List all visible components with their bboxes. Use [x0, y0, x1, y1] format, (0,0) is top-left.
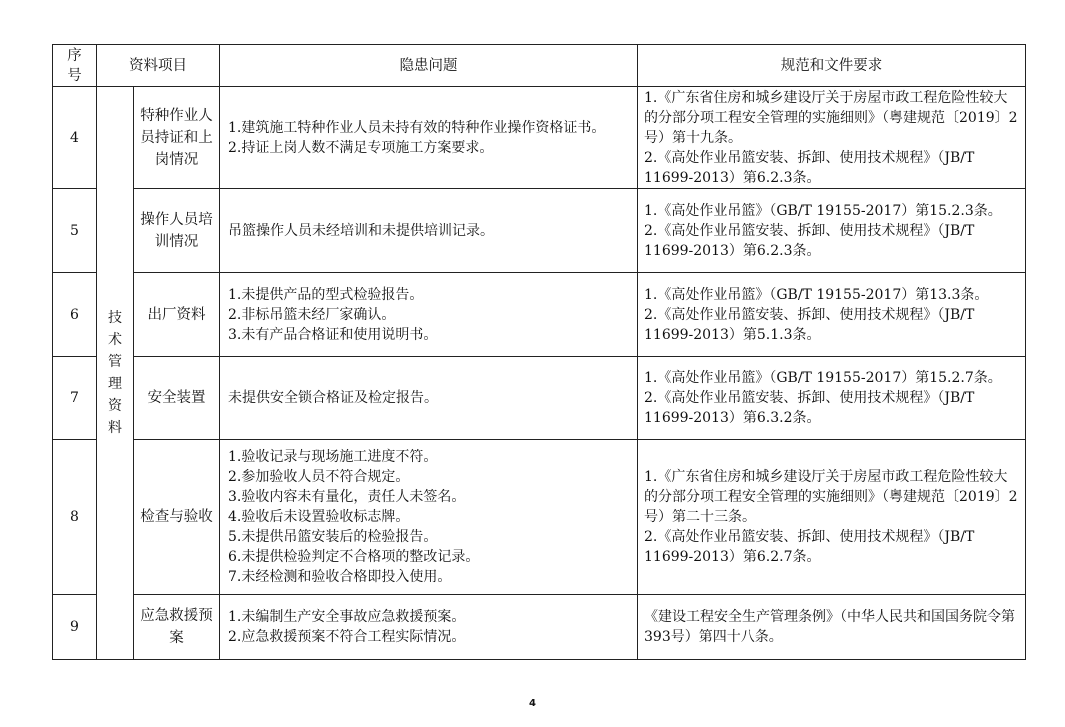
category-cell — [97, 87, 134, 660]
row-item-name: 检查与验收 — [134, 440, 220, 595]
row-requirements — [638, 440, 1026, 595]
issue-line: 7.未经检测和验收合格即投入使用。 — [228, 569, 452, 585]
header-serial-no: 序号 — [53, 45, 97, 87]
header-item: 资料项目 — [97, 45, 220, 87]
requirement-line: 1.《高处作业吊篮》（GB/T 19155-2017）第15.2.7条。 — [644, 370, 1002, 386]
page-number: 4 — [529, 698, 536, 709]
row-serial-no: 8 — [53, 440, 97, 595]
issue-line: 2.持证上岗人数不满足专项施工方案要求。 — [228, 139, 494, 156]
row-requirements — [638, 189, 1026, 273]
row-item-name: 应急救援预案 — [134, 595, 220, 660]
table-row — [53, 87, 1026, 189]
row-issues — [220, 87, 638, 189]
requirement-line: 2.《高处作业吊篮安装、拆卸、使用技术规程》（JB/T 11699-2013）第5.1.3条。 — [644, 306, 975, 343]
hazard-table — [52, 44, 1026, 660]
requirement-line: 《建设工程安全生产管理条例》（中华人民共和国国务院令第393号）第四十八条。 — [644, 609, 1015, 645]
row-requirements — [638, 273, 1026, 357]
row-serial-no: 7 — [53, 357, 97, 440]
issue-line: 2.非标吊篮未经厂家确认。 — [228, 306, 396, 323]
requirement-line: 2.《高处作业吊篮安装、拆卸、使用技术规程》（JB/T 11699-2013）第6.2.3条。 — [644, 149, 975, 186]
requirement-line: 1.《高处作业吊篮》（GB/T 19155-2017）第15.2.3条。 — [644, 202, 1002, 219]
row-item-name: 出厂资料 — [134, 273, 220, 357]
issue-line: 4.验收后未设置验收标志牌。 — [228, 509, 410, 525]
issue-line: 6.未提供检验判定不合格项的整改记录。 — [228, 549, 480, 565]
row-issues — [220, 273, 638, 357]
requirement-line: 1.《广东省住房和城乡建设厅关于房屋市政工程危险性较大的分部分项工程安全管理的实施细则》（粤建规范〔2019〕2号）第十九条。 — [644, 89, 1018, 146]
row-requirements — [638, 595, 1026, 660]
row-item-name: 操作人员培训情况 — [134, 189, 220, 273]
row-item-name: 特种作业人员持证和上岗情况 — [134, 87, 220, 189]
issue-line: 3.验收内容未有量化，责任人未签名。 — [228, 489, 466, 505]
issue-line: 1.未编制生产安全事故应急救援预案。 — [228, 609, 466, 625]
row-item-name: 安全装置 — [134, 357, 220, 440]
row-serial-no: 6 — [53, 273, 97, 357]
table-header-row — [53, 45, 1026, 87]
issue-line: 1.未提供产品的型式检验报告。 — [228, 286, 424, 303]
table-row — [53, 189, 1026, 273]
row-issues — [220, 357, 638, 440]
issue-line: 吊篮操作人员未经培训和未提供培训记录。 — [228, 222, 494, 239]
requirement-line: 1.《高处作业吊篮》（GB/T 19155-2017）第13.3条。 — [644, 286, 989, 303]
row-serial-no: 5 — [53, 189, 97, 273]
issue-line: 2.参加验收人员不符合规定。 — [228, 469, 410, 485]
row-issues — [220, 595, 638, 660]
header-issue: 隐患问题 — [220, 45, 638, 87]
header-requirement: 规范和文件要求 — [638, 45, 1026, 87]
requirement-line: 2.《高处作业吊篮安装、拆卸、使用技术规程》（JB/T 11699-2013）第6.2.7条。 — [644, 529, 975, 565]
row-requirements — [638, 87, 1026, 189]
requirement-line: 1.《广东省住房和城乡建设厅关于房屋市政工程危险性较大的分部分项工程安全管理的实施细则》（粤建规范〔2019〕2号）第二十三条。 — [644, 469, 1018, 525]
row-serial-no: 9 — [53, 595, 97, 660]
table-row — [53, 357, 1026, 440]
issue-line: 1.验收记录与现场施工进度不符。 — [228, 449, 438, 465]
row-requirements — [638, 357, 1026, 440]
requirement-line: 2.《高处作业吊篮安装、拆卸、使用技术规程》（JB/T 11699-2013）第6.2.3条。 — [644, 222, 975, 259]
table-row — [53, 440, 1026, 595]
row-issues — [220, 189, 638, 273]
issue-line: 2.应急救援预案不符合工程实际情况。 — [228, 629, 466, 645]
issue-line: 1.建筑施工特种作业人员未持有效的特种作业操作资格证书。 — [228, 119, 606, 136]
table-row — [53, 273, 1026, 357]
issue-line: 未提供安全锁合格证及检定报告。 — [228, 390, 438, 406]
table-row — [53, 595, 1026, 660]
issue-line: 5.未提供吊篮安装后的检验报告。 — [228, 529, 438, 545]
issue-line: 3.未有产品合格证和使用说明书。 — [228, 326, 438, 343]
row-issues — [220, 440, 638, 595]
requirement-line: 2.《高处作业吊篮安装、拆卸、使用技术规程》（JB/T 11699-2013）第6.3.2条。 — [644, 390, 975, 426]
category-label: 技术管理资料 — [108, 310, 122, 436]
row-serial-no: 4 — [53, 87, 97, 189]
